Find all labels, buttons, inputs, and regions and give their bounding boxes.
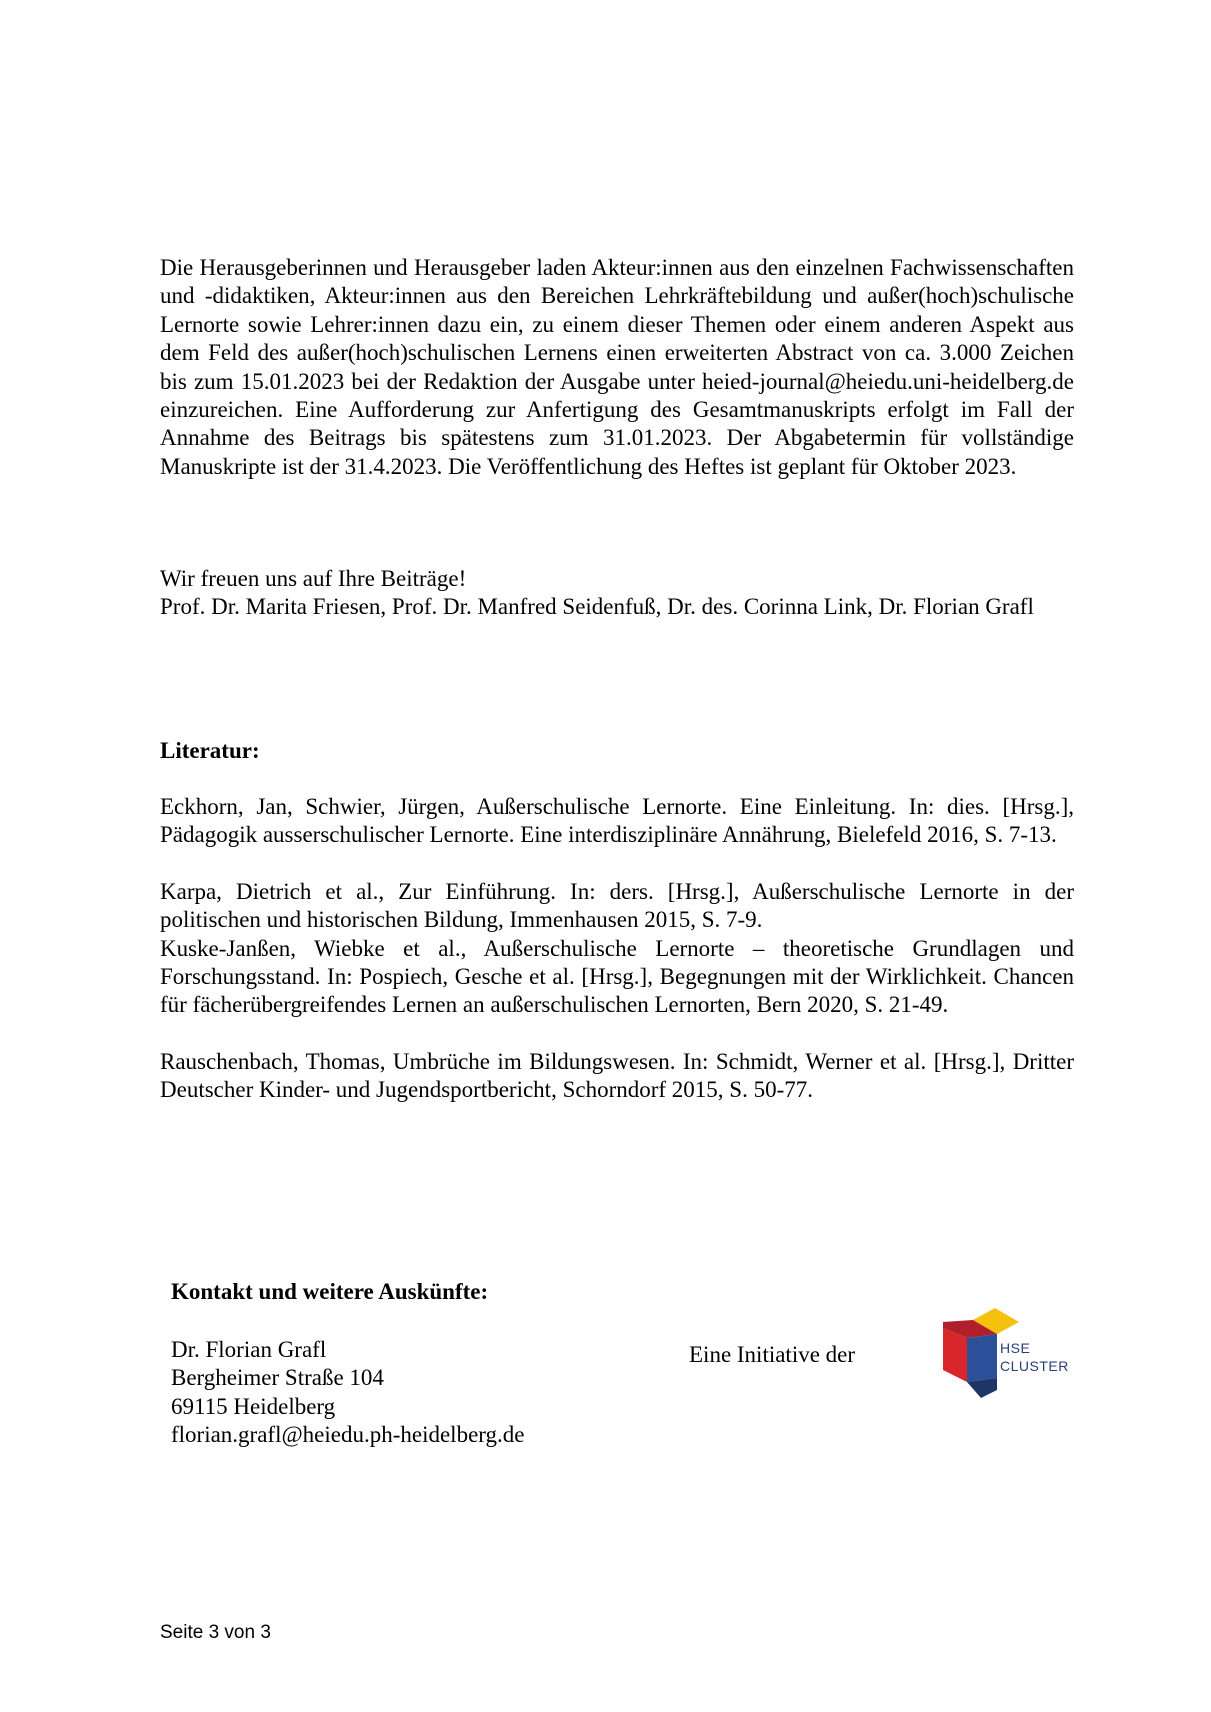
page-footer: Seite 3 von 3 [160, 1622, 271, 1643]
logo-text-line2: CLUSTER [1000, 1358, 1069, 1374]
initiative-text: Eine Initiative der [689, 1342, 856, 1367]
reference-item: Eckhorn, Jan, Schwier, Jürgen, Außerschulische Lernorte. Eine Einleitung. In: dies. [Hrsg.], Pädagogik ausserschulischer Lernorte. Eine interdisziplinäre Annährung, Bielefeld 2016, S. 7-13. [160, 794, 1074, 848]
closing-greeting: Wir freuen uns auf Ihre Beiträge! [160, 566, 467, 591]
literature-heading: Literatur: [160, 738, 260, 763]
contact-email[interactable]: florian.grafl@heiedu.ph-heidelberg.de [171, 1422, 525, 1448]
logo-text-line1: HSE [1000, 1340, 1031, 1356]
editors-list: Prof. Dr. Marita Friesen, Prof. Dr. Manfred Seidenfuß, Dr. des. Corinna Link, Dr. Florian Grafl [160, 594, 1034, 620]
reference-item: Rauschenbach, Thomas, Umbrüche im Bildungswesen. In: Schmidt, Werner et al. [Hrsg.], Dritter Deutscher Kinder- und Jugendsportbericht, Schorndorf 2015, S. 50-77. [160, 1048, 1074, 1103]
call-for-papers-paragraph: Die Herausgeberinnen und Herausgeber laden Akteur:innen aus den einzelnen Fachwissenschaften und -didaktiken, Akteur:innen aus den Bereichen Lehrkräftebildung und außer(hoch)schulische Lernorte sowie Lehrer:innen dazu ein, zu einem dieser Themen oder einem anderen Aspekt aus dem Feld des außer(hoch)schulischen Lernens einen erweiterten Abstract von ca. 3.000 Zeichen bis zum 15.01.2023 bei der Redaktion der Ausgabe unter heied-journal@heiedu.uni-heidelberg.de einzureichen. Eine Aufforderung zur Anfertigung des Gesamtmanuskripts erfolgt im Fall der Annahme des Beitrags bis spätestens zum 31.01.2023. Der Abgabetermin für vollständige Manuskripte ist der 31.4.2023. Die Veröffentlichung des Heftes ist geplant für Oktober 2023. [160, 255, 1074, 479]
hse-cluster-logo-icon [943, 1308, 1073, 1400]
contact-address [171, 1336, 524, 1450]
contact-heading: Kontakt und weitere Auskünfte: [171, 1279, 489, 1304]
contact-street: Bergheimer Straße 104 [171, 1365, 384, 1391]
reference-item: Karpa, Dietrich et al., Zur Einführung. In: ders. [Hrsg.], Außerschulische Lernorte in der politischen und historischen Bildung, Immenhausen 2015, S. 7-9. [160, 878, 1074, 933]
reference-list [160, 793, 1074, 1105]
contact-name: Dr. Florian Grafl [171, 1337, 327, 1362]
logo-blue-face [967, 1334, 997, 1382]
closing-block [160, 565, 1074, 622]
reference-item: Kuske-Janßen, Wiebke et al., Außerschulische Lernorte – theoretische Grundlagen und Forschungsstand. In: Pospiech, Gesche et al. [Hrsg.], Begegnungen mit der Wirklichkeit. Chancen für fächerübergreifendes Lernen an außerschulischen Lernorten, Bern 2020, S. 21-49. [160, 935, 1074, 1018]
contact-city: 69115 Heidelberg [171, 1393, 336, 1419]
